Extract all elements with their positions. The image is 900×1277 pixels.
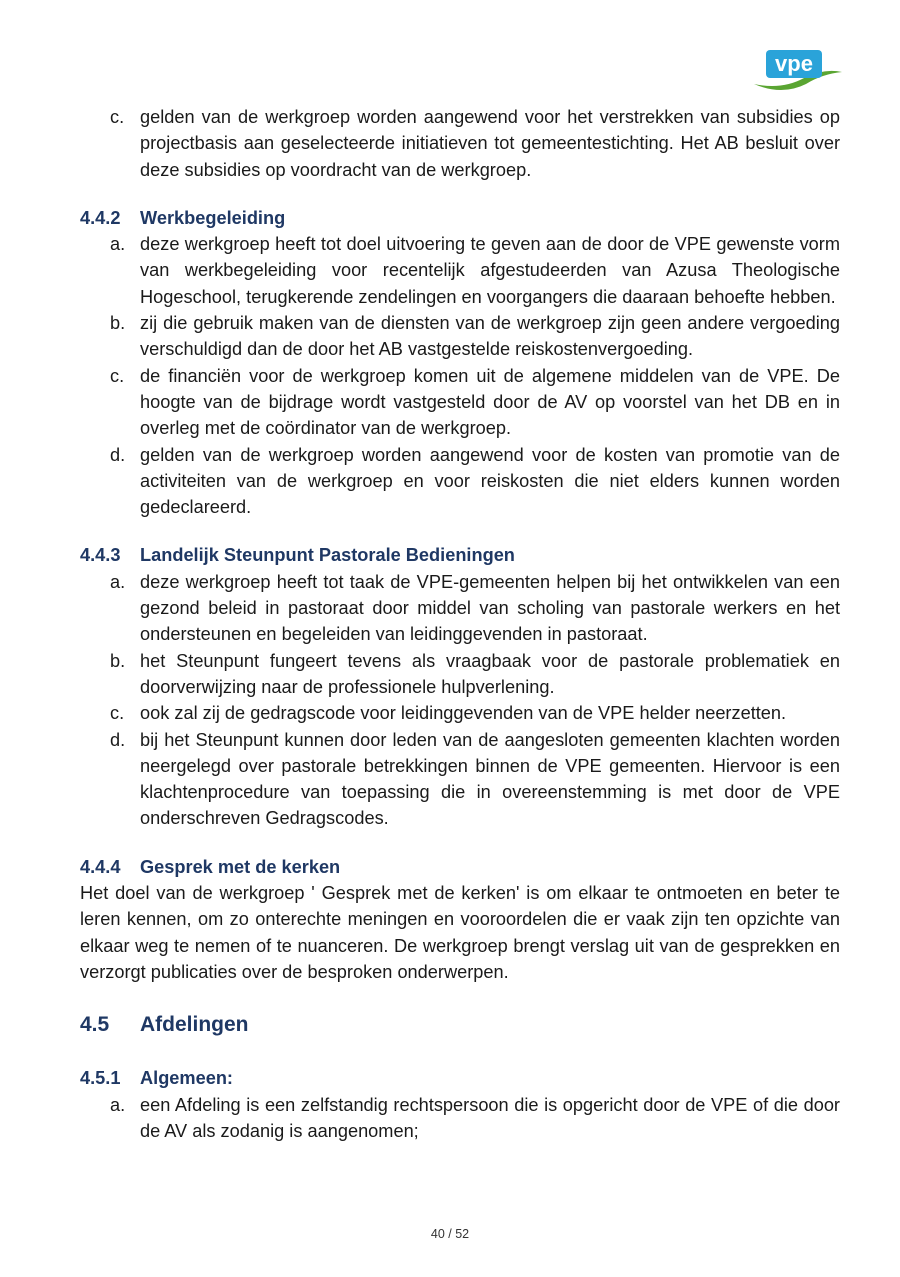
list-item [80,310,840,363]
item-text: gelden van de werkgroep worden aangewend voor de kosten van promotie van de activiteiten van de werkgroep en voor reiskosten die niet elders kunnen worden gedeclareerd. [140,444,840,518]
logo-text: vpe [775,51,813,76]
item-text: een Afdeling is een zelfstandig rechtspersoon die is opgericht door de VPE of die door de AV als zodanig is aangenomen; [140,1094,840,1141]
item-marker: a. [110,1094,126,1115]
list-item [80,727,840,832]
list-item [80,1092,840,1145]
list-item [80,231,840,310]
item-marker: c. [110,365,125,386]
item-text: ook zal zij de gedragscode voor leidinggevenden van de VPE helder neerzetten. [140,703,787,724]
item-marker: b. [110,313,126,334]
item-text: het Steunpunt fungeert tevens als vraagbaak voor de pastorale problematiek en doorverwijzing naar de professionele hulpverlening. [140,650,840,697]
item-marker: d. [110,444,126,465]
list-item [80,569,840,648]
section-heading-4-4-2 [80,205,840,231]
item-text: deze werkgroep heeft tot taak de VPE-gemeenten helpen bij het ontwikkelen van een gezond beleid in pastoraat door middel van scholing van pastorale werkers en het ondersteunen en begeleiden van leidinggevenden in pastoraat. [140,571,840,645]
item-text: de financiën voor de werkgroep komen uit de algemene middelen van de VPE. De hoogte van de bijdrage wordt vastgesteld door de AV op voorstel van het DB en in overleg met de coördinator van de werkgroep. [140,365,840,439]
item-text: bij het Steunpunt kunnen door leden van de aangesloten gemeenten klachten worden neergelegd over pastorale betrekkingen binnen de VPE gemeenten. Hiervoor is een klachtenprocedure van toepassing die in overeenstemming is met door de VPE onderschreven Gedragscodes. [140,729,840,829]
item-text: zij die gebruik maken van de diensten van de werkgroep zijn geen andere vergoeding verschuldigd dan de door het AB vastgestelde reiskostenvergoeding. [140,313,840,360]
section-title: Algemeen: [140,1068,233,1089]
section-heading-4-4-4 [80,854,840,880]
list-item [80,104,840,183]
list-item [80,442,840,521]
list-item [80,363,840,442]
page-number: 40 / 52 [430,1227,470,1241]
section-number: 4.4.2 [80,207,121,228]
section-number: 4.5 [80,1013,110,1037]
document-body [80,104,840,1144]
section-number: 4.5.1 [80,1068,121,1089]
section-title: Afdelingen [140,1013,249,1037]
section-title: Gesprek met de kerken [140,856,341,877]
item-text: deze werkgroep heeft tot doel uitvoering te geven aan de door de VPE gewenste vorm van werkbegeleiding voor recentelijk afgestudeerden van Azusa Theologische Hogeschool, terugkerende zendelingen en voorgangers die daaraan behoefte hebben. [140,234,840,307]
section-number: 4.4.4 [80,856,121,877]
section-heading-4-5-1 [80,1065,840,1091]
item-text: gelden van de werkgroep worden aangewend voor het verstrekken van subsidies op projectbasis aan geselecteerde initiatieven tot gemeentestichting. Het AB besluit over deze subsidies op voordracht van de werkgroep. [140,107,840,180]
item-marker: c. [110,703,125,724]
section-paragraph: Het doel van de werkgroep ' Gesprek met de kerken' is om elkaar te ontmoeten en beter te leren kennen, om zo onterechte meningen en vooroordelen die er vaak zijn ten opzichte van elkaar weg te nemen of te nuanceren. De werkgroep brengt verslag uit van de gesprekken en verzorgt publicaties over de besproken onderwerpen. [80,883,840,982]
item-marker: a. [110,234,126,255]
section-title: Landelijk Steunpunt Pastorale Bedieningen [140,545,515,566]
item-marker: a. [110,571,126,592]
section-heading-4-4-3 [80,542,840,568]
section-title: Werkbegeleiding [140,207,286,228]
section-heading-4-5 [80,1011,840,1039]
list-item [80,648,840,701]
list-item [80,700,840,726]
item-marker: d. [110,729,126,750]
item-marker: b. [110,650,126,671]
section-number: 4.4.3 [80,545,121,566]
item-marker: c. [110,107,125,127]
vpe-logo [752,44,844,92]
